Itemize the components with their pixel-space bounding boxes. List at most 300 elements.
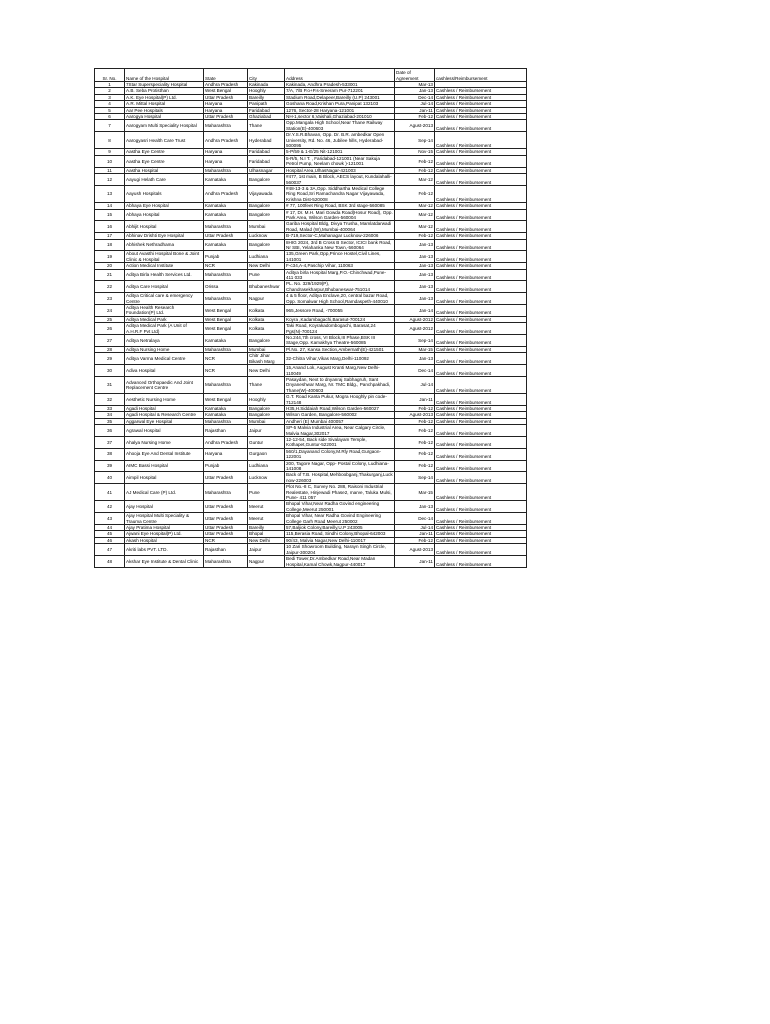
cell-city: Bangalore — [248, 239, 285, 251]
cell-city: Bhubaneshwar — [248, 281, 285, 293]
cell-address: Bhopal Vihar,Near Radha Govind engineering College,Meerut 250001 — [285, 501, 395, 513]
header-row — [95, 69, 527, 82]
cell-hospital-name: A.B. Seba Protisthan — [125, 88, 204, 94]
cell-city: Pune — [248, 269, 285, 281]
cell-address: 5-R/5, N.I T. , Faridabad-121001 (Near Sakuja Petrol Pump, Neelam chowk )-121001 — [285, 155, 395, 167]
cell-date-of-agreement: Dec-14 — [395, 94, 435, 100]
cell-city: Bareilly — [248, 525, 285, 531]
cell-hospital-name: AIMC Bassi Hospital — [125, 460, 204, 472]
cell-sr-no: 3 — [95, 94, 125, 100]
cell-cashless-type: Cashless / Reimbursement — [435, 448, 527, 460]
cell-hospital-name: Aditya Birla Health Services Ltd. — [125, 269, 204, 281]
cell-address: 7/A, 7/B P.o+P.s-Sreeram Pur-712201 — [285, 88, 395, 94]
cell-address: 200, Tagore Nagar, Opp- Postal Colony, Ludhiana-141008 — [285, 460, 395, 472]
cell-cashless-type: Cashless / Reimbursement — [435, 412, 527, 418]
cell-city: Mumbai — [248, 346, 285, 352]
cell-address: G.T. Road Kanta Pukur, Mogra Hooghly pin code-712148 — [285, 394, 395, 406]
cell-address: 15,Anand Lok, August Kranti Marg,New Delhi-110049 — [285, 365, 395, 377]
cell-date-of-agreement: Mar-15 — [395, 484, 435, 501]
cell-address: Bhopal Vihar, Near Radha Govind Engineering College Garh Road Meerut 250002 — [285, 513, 395, 525]
cell-sr-no: 5 — [95, 107, 125, 113]
table-row — [95, 436, 527, 448]
cell-cashless-type: Cashless / Reimbursement — [435, 185, 527, 202]
cell-date-of-agreement: Jan-13 — [395, 501, 435, 513]
cell-date-of-agreement: Feb-12 — [395, 167, 435, 173]
cell-hospital-name: Abhijit Hospital — [125, 221, 204, 233]
cell-city: Bangalore — [248, 174, 285, 186]
cell-address: 135,Green Park,Opp,Prince Hostel,Civil Lines, 141001 — [285, 251, 395, 263]
cell-date-of-agreement: Dec-14 — [395, 365, 435, 377]
cell-cashless-type: Cashless / Reimbursement — [435, 88, 527, 94]
cell-address: F-c34,A-4,Paschip Vihar, 110063 — [285, 263, 395, 269]
cell-city: Bangalore — [248, 209, 285, 221]
table-row — [95, 293, 527, 305]
table-row — [95, 120, 527, 132]
cell-state: Maharashtra — [204, 167, 248, 173]
cell-state: West Bengal — [204, 323, 248, 335]
cell-state: Haryana — [204, 155, 248, 167]
cell-city: Thane — [248, 120, 285, 132]
cell-hospital-name: Aditya Medical Park — [125, 316, 204, 322]
table-row — [95, 513, 527, 525]
cell-sr-no: 19 — [95, 251, 125, 263]
cell-state: Punjab — [204, 460, 248, 472]
table-row — [95, 88, 527, 94]
table-row — [95, 316, 527, 322]
cell-cashless-type: Cashless / Reimbursement — [435, 251, 527, 263]
cell-state: Uttar Pradesh — [204, 501, 248, 513]
header-city: City — [248, 69, 285, 82]
table-row — [95, 501, 527, 513]
cell-hospital-name: Aastha Hospital — [125, 167, 204, 173]
cell-cashless-type: Cashless / Reimbursement — [435, 107, 527, 113]
cell-city: Hooghly — [248, 88, 285, 94]
cell-hospital-name: Advanced Orthopaedic And Joint Replacement Centre — [125, 376, 204, 393]
cell-sr-no: 17 — [95, 233, 125, 239]
table-row — [95, 281, 527, 293]
cell-hospital-name: Abhishek Nethradhama — [125, 239, 204, 251]
table-row — [95, 412, 527, 418]
cell-city: Jaipur — [248, 425, 285, 437]
cell-hospital-name: Aggarwal Eye Hospital — [125, 418, 204, 424]
cell-hospital-name: Aarogyasri Health Care Trust — [125, 132, 204, 149]
cell-state: Uttar Pradesh — [204, 114, 248, 120]
table-row — [95, 132, 527, 149]
cell-address: Bedi Tower,Dr.Ambedkar Road,Near Madan Hospital,Kamal Chowk,Nagpur-440017 — [285, 556, 395, 568]
cell-state: Karnataka — [204, 209, 248, 221]
cell-hospital-name: A.R. Mittal Hospital — [125, 101, 204, 107]
cell-city: Ulhasnagar — [248, 167, 285, 173]
cell-cashless-type: Cashless / Reimbursement — [435, 425, 527, 437]
cell-city: Nagpur — [248, 293, 285, 305]
cell-state: Karnataka — [204, 174, 248, 186]
cell-date-of-agreement: Jul-14 — [395, 525, 435, 531]
cell-hospital-name: Akshar Eye Institute & Dental Clinic — [125, 556, 204, 568]
cell-address: # 17, Dr. M.H. Mari Gowda Road(Hosur Road), Opp. Park Area, Wilson Garden-560004 — [286, 209, 393, 220]
cell-sr-no: 48 — [95, 556, 125, 568]
cell-hospital-name: Adiva Hospital — [125, 365, 204, 377]
cell-sr-no: 1 — [95, 82, 125, 88]
cell-date-of-agreement: Jan-13 — [395, 353, 435, 365]
cell-address: 5-P/59 & 1-E/25 Nit-121001 — [285, 149, 395, 155]
cell-date-of-agreement: Feb-12 — [395, 155, 435, 167]
cell-state: Uttar Pradesh — [204, 233, 248, 239]
hospital-table — [94, 68, 527, 568]
cell-sr-no: 39 — [95, 460, 125, 472]
table-row — [95, 448, 527, 460]
table-row — [95, 365, 527, 377]
cell-hospital-name: Aar Pee Hospitals — [125, 107, 204, 113]
cell-address: Gariba Hospital Bldg, Divya Trusha, Mamlatdarwadi Road, Malad (W),Mumbai-400064 — [285, 221, 395, 233]
cell-sr-no: 8 — [95, 132, 125, 149]
cell-hospital-name: Aditya Health Research Foundation(P) Ltd. — [125, 305, 204, 317]
cell-cashless-type: Cashless / Reimbursement — [435, 556, 527, 568]
cell-cashless-type: Cashless / Reimbursement — [435, 203, 527, 209]
cell-cashless-type: Cashless / Reimbursement — [435, 233, 527, 239]
cell-city: Mumbai — [248, 418, 285, 424]
cell-address: #48-13-3 & 3A,Opp. Siddhartha Medical College Ring Road,Sri Ramachandra Nagar Vijayawada, Krishna Dist-520008 — [285, 185, 395, 202]
cell-address: 965,Jessore Road, -700055 — [285, 305, 395, 317]
cell-city: New Delhi — [248, 365, 285, 377]
cell-date-of-agreement: Jan-11 — [395, 556, 435, 568]
cell-state: Uttar Pradesh — [204, 472, 248, 484]
cell-cashless-type: Cashless / Reimbursement — [435, 436, 527, 448]
cell-city: Faridabad — [248, 155, 285, 167]
cell-state: Andhra Pradesh — [204, 185, 248, 202]
header-address: Address — [285, 69, 395, 82]
cell-state: West Bengal — [204, 88, 248, 94]
cell-hospital-name: Ajay Pratima Hospital — [125, 525, 204, 531]
cell-address: Pasaydan, Next to dnyanraj Sabhagruh, Sant Dnyaneshwar Marg, Nr. TMC Bldg., Panchpakhadi, Thane(W)-400603 — [285, 376, 395, 393]
cell-hospital-name: Ajay Hospital Multi Speciality & Trauma Centre — [125, 513, 204, 525]
table-row — [95, 149, 527, 155]
cell-date-of-agreement: Sep-14 — [395, 132, 435, 149]
cell-city: Vijayawada — [248, 185, 285, 202]
cell-date-of-agreement: Jan-13 — [395, 239, 435, 251]
cell-city: Kolkata — [248, 316, 285, 322]
cell-sr-no: 12 — [95, 174, 125, 186]
cell-city: Pune — [248, 484, 285, 501]
cell-sr-no: 16 — [95, 221, 125, 233]
cell-sr-no: 46 — [95, 537, 125, 543]
table-row — [95, 155, 527, 167]
cell-sr-no: 31 — [95, 376, 125, 393]
table-row — [95, 531, 527, 537]
cell-city: Bangalore — [248, 405, 285, 411]
cell-city: New Delhi — [248, 537, 285, 543]
cell-address: # 77, 100feet Ring Road, BSK 3rd stage-560085 — [285, 203, 395, 209]
cell-hospital-name: Aditya Netralaya — [125, 335, 204, 347]
cell-address: 12-12-54, Back side Sivalayam Temple, Kothapet,Guntur-522001 — [285, 436, 395, 448]
cell-sr-no: 41 — [95, 484, 125, 501]
cell-cashless-type: Cashless / Reimbursement — [435, 525, 527, 531]
cell-state: Maharashtra — [204, 120, 248, 132]
cell-state: Maharashtra — [204, 484, 248, 501]
cell-city: Hooghly — [248, 394, 285, 406]
cell-hospital-name: A.K. Eye Hospital(P) Ltd. — [125, 94, 204, 100]
cell-city: Bangalore — [248, 412, 285, 418]
cell-cashless-type: Cashless / Reimbursement — [435, 501, 527, 513]
cell-address: 1276, Sector-28 Haryana-121001 — [285, 107, 395, 113]
cell-cashless-type: Cashless / Reimbursement — [435, 120, 527, 132]
cell-hospital-name: About Avasthi Hospital Bone & Joint Clinic & Hospital — [125, 251, 204, 263]
table-row — [95, 185, 527, 202]
cell-address: B-719,Sector-C,Mahanagar Lucknow-226006 — [285, 233, 395, 239]
cell-address: #477, 1st main, B Block, AECS layout, Kundalahalli-560037 — [285, 174, 395, 186]
cell-sr-no: 33 — [95, 405, 125, 411]
cell-date-of-agreement: Jan-13 — [395, 281, 435, 293]
cell-city: New Delhi — [248, 263, 285, 269]
cell-hospital-name: Ajay Hospital — [125, 501, 204, 513]
cell-date-of-agreement: Mar-12 — [395, 209, 435, 221]
cell-address: Hospital Area,UlhasNagar-421003 — [285, 167, 395, 173]
cell-state: West Bengal — [204, 316, 248, 322]
cell-cashless-type: Cashless / Reimbursement — [435, 174, 527, 186]
cell-hospital-name: Aditya Critical care & emergency Centre — [125, 293, 204, 305]
cell-sr-no: 43 — [95, 513, 125, 525]
cell-date-of-agreement: Feb-12 — [395, 537, 435, 543]
table-body — [95, 82, 527, 568]
cell-date-of-agreement: Feb-12 — [395, 425, 435, 437]
cell-date-of-agreement: Feb-12 — [395, 114, 435, 120]
cell-address: 560/1,Dayanand Colony,M.Rly Road,Gurgaon-122001 — [285, 448, 395, 460]
cell-sr-no: 15 — [95, 209, 125, 221]
cell-state: Karnataka — [204, 335, 248, 347]
table-row — [95, 221, 527, 233]
header-cashless-reimbursement: cashless/Reimbursement — [435, 69, 527, 82]
cell-cashless-type: Cashless / Reimbursement — [435, 209, 527, 221]
cell-sr-no: 40 — [95, 472, 125, 484]
cell-date-of-agreement: Jan-13 — [395, 293, 435, 305]
cell-date-of-agreement: Jan-11 — [395, 107, 435, 113]
cell-city: Ludhiana — [248, 460, 285, 472]
cell-sr-no: 20 — [95, 263, 125, 269]
cell-hospital-name: Akriti labs PVT. LTD. — [125, 544, 204, 556]
cell-cashless-type: Cashless / Reimbursement — [435, 353, 527, 365]
cell-state: Andhra Pradesh — [204, 436, 248, 448]
cell-address: No.244,7th cross, VI Block,III Phase,BSK III Stage,Opp. Kamakhya Theatre-560085 — [285, 335, 395, 347]
cell-cashless-type: Cashless / Reimbursement — [435, 239, 527, 251]
cell-cashless-type: Cashless / Reimbursement — [435, 484, 527, 501]
cell-date-of-agreement: Mar-12 — [395, 203, 435, 209]
cell-state: Maharashtra — [204, 376, 248, 393]
cell-hospital-name: Agrawal Hospital — [125, 425, 204, 437]
cell-cashless-type: Cashless / Reimbursement — [435, 323, 527, 335]
cell-hospital-name: Agadi Hospital & Research Centre — [125, 412, 204, 418]
cell-address: Taki Road, Koyrakadombogachi, Barasat,24 Pgs(N)-700124 — [285, 323, 395, 335]
cell-city: Bhopal — [248, 531, 285, 537]
cell-address: 8HIG 2024, 3rd B Cross B Sector, ICICI bank Road, Nr SBI, Yelahanka New Town,-560064 — [285, 239, 395, 251]
cell-hospital-name: Aarogyam Multi Speciality Hospital — [125, 120, 204, 132]
cell-date-of-agreement: Agust-2013 — [395, 412, 435, 418]
table-row — [95, 346, 527, 352]
cell-state: Punjab — [204, 251, 248, 263]
cell-sr-no: 21 — [95, 269, 125, 281]
cell-city: Gurgaon — [248, 448, 285, 460]
table-row — [95, 203, 527, 209]
cell-hospital-name: Ahalya Nursing Home — [125, 436, 204, 448]
cell-hospital-name: Abhaya Hospital — [125, 209, 204, 221]
cell-date-of-agreement: Sep-14 — [395, 335, 435, 347]
cell-sr-no: 4 — [95, 101, 125, 107]
cell-sr-no: 6 — [95, 114, 125, 120]
cell-address: Koyra ,Kadambagachi,Barasut-700124 — [285, 316, 395, 322]
cell-address: Pl.No. 27, Kansa Section,Ambernath(E)-421501 — [285, 346, 395, 352]
cell-cashless-type: Cashless / Reimbursement — [435, 281, 527, 293]
table-row — [95, 101, 527, 107]
cell-city: Panipath — [248, 101, 285, 107]
cell-sr-no: 45 — [95, 531, 125, 537]
cell-state: West Bengal — [204, 305, 248, 317]
cell-address: PL. No. 329/1929(P), Chandrasekharpur,Bhubaneswar-751014 — [285, 281, 395, 293]
table-row — [95, 394, 527, 406]
cell-address: Plot No.-8 C, Survey No. 288, Raisoni Industrial Realestate, Hinjewadi Phase2, marve, Taluka Mulsi, Pune- 411 057 — [285, 484, 395, 501]
cell-hospital-name: Agadi Hospital — [125, 405, 204, 411]
cell-state: Maharashtra — [204, 221, 248, 233]
cell-sr-no: 44 — [95, 525, 125, 531]
cell-state: NCR — [204, 537, 248, 543]
cell-date-of-agreement: Jan-13 — [395, 269, 435, 281]
cell-hospital-name: Aditya Varma Medical Centre — [125, 353, 204, 365]
cell-state: Maharashtra — [204, 556, 248, 568]
cell-date-of-agreement: Agust-2013 — [395, 544, 435, 556]
table-row — [95, 376, 527, 393]
cell-date-of-agreement: Agust-2013 — [395, 120, 435, 132]
cell-city: Faridabad — [248, 149, 285, 155]
cell-date-of-agreement: Dec-14 — [395, 513, 435, 525]
cell-cashless-type: Cashless / Reimbursement — [435, 460, 527, 472]
table-row — [95, 544, 527, 556]
cell-sr-no: 24 — [95, 305, 125, 317]
cell-state: Maharashtra — [204, 269, 248, 281]
cell-sr-no: 32 — [95, 394, 125, 406]
cell-cashless-type: Cashless / Reimbursement — [435, 376, 527, 393]
cell-city: Jaipur — [248, 544, 285, 556]
cell-sr-no: 11 — [95, 167, 125, 173]
cell-cashless-type: Cashless / Reimbursement — [435, 305, 527, 317]
cell-state: Haryana — [204, 107, 248, 113]
cell-cashless-type: Cashless / Reimbursement — [435, 167, 527, 173]
cell-cashless-type: Cashless / Reimbursement — [435, 513, 527, 525]
cell-state: Rajasthan — [204, 544, 248, 556]
table-row — [95, 460, 527, 472]
cell-sr-no: 28 — [95, 346, 125, 352]
table-row — [95, 239, 527, 251]
cell-city: Kolkata — [248, 323, 285, 335]
table-row — [95, 107, 527, 113]
table-row — [95, 556, 527, 568]
cell-city: Mumbai — [248, 221, 285, 233]
cell-sr-no: 36 — [95, 425, 125, 437]
cell-address: Aditya birla Hospital Marg,P.O.-Chinchwad,Pune-411 033 — [285, 269, 395, 281]
cell-sr-no: 35 — [95, 418, 125, 424]
cell-cashless-type: Cashless / Reimbursement — [435, 114, 527, 120]
cell-date-of-agreement: Mar-13 — [395, 82, 435, 88]
cell-state: Uttar Pradesh — [204, 513, 248, 525]
cell-cashless-type: Cashless / Reimbursement — [435, 472, 527, 484]
cell-hospital-name: Abhaya Eye Hospital — [125, 203, 204, 209]
cell-address: 90/43, Malvia Nagar,New Delhi-110017 — [285, 537, 395, 543]
cell-date-of-agreement: Feb-12 — [395, 418, 435, 424]
cell-cashless-type: Cashless / Reimbursement — [435, 155, 527, 167]
table-row — [95, 425, 527, 437]
cell-sr-no: 27 — [95, 335, 125, 347]
cell-sr-no: 9 — [95, 149, 125, 155]
cell-hospital-name: Aimpil Hospital — [125, 472, 204, 484]
cell-state: Rajasthan — [204, 425, 248, 437]
table-row — [95, 472, 527, 484]
cell-sr-no: 34 — [95, 412, 125, 418]
cell-cashless-type: Cashless / Reimbursement — [435, 94, 527, 100]
cell-state: West Bengal — [204, 394, 248, 406]
table-row — [95, 269, 527, 281]
cell-date-of-agreement: Jan-13 — [395, 263, 435, 269]
cell-date-of-agreement: Feb-12 — [395, 185, 435, 202]
cell-address: Kakinada, Andhra Pradesh-533001 — [285, 82, 395, 88]
cell-address: H35,H.Siddaiah Road,Wilson Garden-560027 — [285, 405, 395, 411]
cell-state: NCR — [204, 263, 248, 269]
cell-sr-no: 2 — [95, 88, 125, 94]
cell-city: Bangalore — [248, 335, 285, 347]
cell-sr-no: 10 — [95, 155, 125, 167]
cell-cashless-type: Cashless / Reimbursement — [435, 263, 527, 269]
header-state: State — [204, 69, 248, 82]
cell-state: Karnataka — [204, 405, 248, 411]
cell-date-of-agreement: Jan-11 — [395, 531, 435, 537]
cell-state: Karnataka — [204, 203, 248, 209]
cell-state: NCR — [204, 353, 248, 365]
cell-date-of-agreement: Jan-13 — [395, 251, 435, 263]
cell-sr-no: 47 — [95, 544, 125, 556]
cell-sr-no: 29 — [95, 353, 125, 365]
cell-city: Bareilly — [248, 94, 285, 100]
cell-sr-no: 14 — [95, 203, 125, 209]
cell-state: Andhra Pradesh — [204, 82, 248, 88]
cell-date-of-agreement: Feb-12 — [395, 233, 435, 239]
cell-date-of-agreement: Feb-12 — [395, 448, 435, 460]
cell-date-of-agreement: Jan-13 — [395, 88, 435, 94]
cell-address: NH-1,sector 6,Vaishali,Ghaziabad-201010 — [285, 114, 395, 120]
cell-sr-no: 25 — [95, 316, 125, 322]
table-row — [95, 335, 527, 347]
header-hospital-name: Name of the Hospital — [125, 69, 204, 82]
cell-address: Opp.Mangala High School,Near Thane Railway Station(E)-400603 — [285, 120, 395, 132]
cell-hospital-name: Aarogya Hospital — [125, 114, 204, 120]
cell-address: 115,Berasia Road, Sindhi Colony,Bhopal-642003 — [285, 531, 395, 537]
cell-date-of-agreement: Feb-12 — [395, 436, 435, 448]
cell-hospital-name: Aditya Medical Park (A Unit of A.H.R.F Pvt Ltd) — [125, 323, 204, 335]
cell-state: Haryana — [204, 149, 248, 155]
cell-date-of-agreement: Jan-14 — [395, 305, 435, 317]
cell-date-of-agreement: Jul-14 — [395, 376, 435, 393]
cell-cashless-type: Cashless / Reimbursement — [435, 537, 527, 543]
table-row — [95, 94, 527, 100]
cell-cashless-type: Cashless / Reimbursement — [435, 405, 527, 411]
cell-date-of-agreement: Mar-12 — [395, 174, 435, 186]
cell-cashless-type: Cashless / Reimbursement — [435, 101, 527, 107]
cell-address: Goshana Road,Krishan Pura,Panipat 132103 — [285, 101, 395, 107]
cell-cashless-type: Cashless / Reimbursement — [435, 531, 527, 537]
cell-address: Back of T.B. Hospital,Mehboobganj,Thakurganj,Luck now-226003 — [286, 472, 393, 483]
cell-date-of-agreement: Mar-15 — [395, 346, 435, 352]
cell-date-of-agreement: Mar-12 — [395, 221, 435, 233]
header-date-of-agreement: Date of Agreement — [395, 69, 435, 82]
cell-city: Thane — [248, 376, 285, 393]
header-sr-no: Sr. No. — [95, 69, 125, 82]
cell-date-of-agreement: Feb-12 — [395, 405, 435, 411]
cell-city: Hyderabad — [248, 132, 285, 149]
cell-city: Chitr Jihar Bikash Marg — [248, 353, 285, 365]
